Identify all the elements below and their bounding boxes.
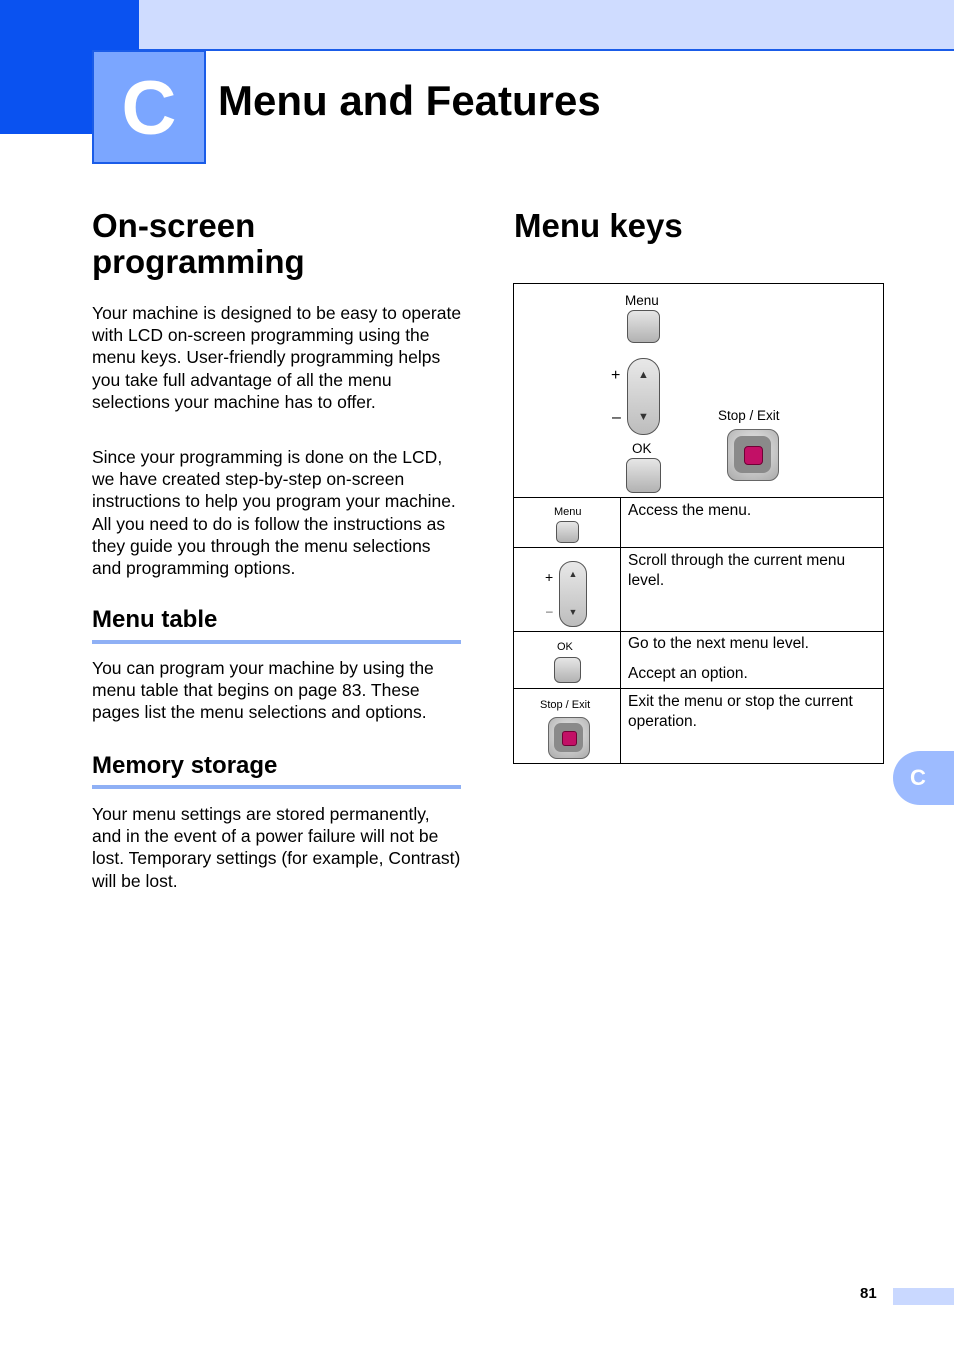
panel-scroll-rocker [627, 358, 660, 435]
row-stop-key-label: Stop / Exit [540, 699, 591, 711]
chapter-letter-box: C [92, 50, 206, 164]
subsection-rule-memory-storage [92, 785, 461, 789]
panel-stop-key [727, 429, 779, 481]
paragraph-onscreen-1: Your machine is designed to be easy to operate with LCD on-screen programming using the menu keys. User-friendly programming helps you take full advantage of all the menu selections your machine has to offer. [92, 303, 462, 412]
row-menu-key-label: Menu [554, 506, 582, 518]
chapter-side-tab: C [893, 751, 954, 805]
panel-up-arrow-icon: ▲ [638, 369, 649, 381]
row-menu-key-icon [556, 521, 579, 543]
row-scroll-down-arrow-icon: ▼ [568, 607, 578, 617]
panel-stop-dot-icon [744, 446, 763, 465]
row-scroll-plus-sign: + [545, 569, 554, 585]
row-scroll-description: Scroll through the current menu level. [628, 552, 846, 589]
section-title-onscreen-programming: On-screen programming [92, 207, 305, 280]
paragraph-menu-table: You can program your machine by using the menu table that begins on page 83. These pages list the menu selections and options. [92, 658, 434, 723]
subsection-rule-menu-table [92, 640, 461, 644]
subsection-title-menu-table: Menu table [92, 606, 218, 633]
table-divider [514, 688, 883, 689]
row-menu-description: Access the menu. [628, 502, 752, 519]
paragraph-onscreen-2: Since your programming is done on the LCD, we have created step-by-step on-screen instructions to help you program your machine. All you need to do is follow the instructions as they guide you through the menu selections and programming options. [92, 447, 456, 579]
row-stop-key-icon [548, 717, 590, 759]
section-title-menu-keys: Menu keys [514, 207, 683, 244]
row-ok-description-2: Accept an option. [628, 665, 748, 682]
row-ok-description-1: Go to the next menu level. [628, 635, 809, 652]
panel-stop-label: Stop / Exit [718, 408, 780, 423]
row-scroll-up-arrow-icon: ▲ [568, 569, 578, 579]
table-divider [514, 497, 883, 498]
paragraph-memory-storage: Your menu settings are stored permanently, and in the event of a power failure will not be lost. Temporary settings (for example, Contrast) will be lost. [92, 804, 461, 891]
row-stop-dot-icon [562, 731, 577, 746]
panel-down-arrow-icon: ▼ [638, 411, 649, 423]
row-stop-description: Exit the menu or stop the current operation. [628, 693, 853, 730]
table-divider [514, 631, 883, 632]
row-scroll-rocker-icon [559, 561, 587, 627]
panel-minus-sign: – [612, 409, 621, 426]
page-number: 81 [860, 1285, 877, 1302]
panel-plus-sign: + [611, 367, 621, 384]
row-scroll-minus-sign: – [546, 604, 553, 618]
panel-ok-label: OK [632, 441, 652, 456]
chapter-title: Menu and Features [218, 77, 601, 124]
table-column-divider [620, 497, 621, 763]
panel-menu-key [627, 310, 660, 343]
row-ok-key-label: OK [557, 641, 573, 653]
subsection-title-memory-storage: Memory storage [92, 752, 278, 779]
panel-menu-label: Menu [625, 293, 659, 308]
row-ok-key-icon [554, 657, 581, 683]
page-number-bar [893, 1288, 954, 1305]
table-divider [514, 547, 883, 548]
header-band [0, 0, 954, 51]
menu-keys-table [513, 283, 884, 764]
panel-ok-key [626, 458, 661, 493]
